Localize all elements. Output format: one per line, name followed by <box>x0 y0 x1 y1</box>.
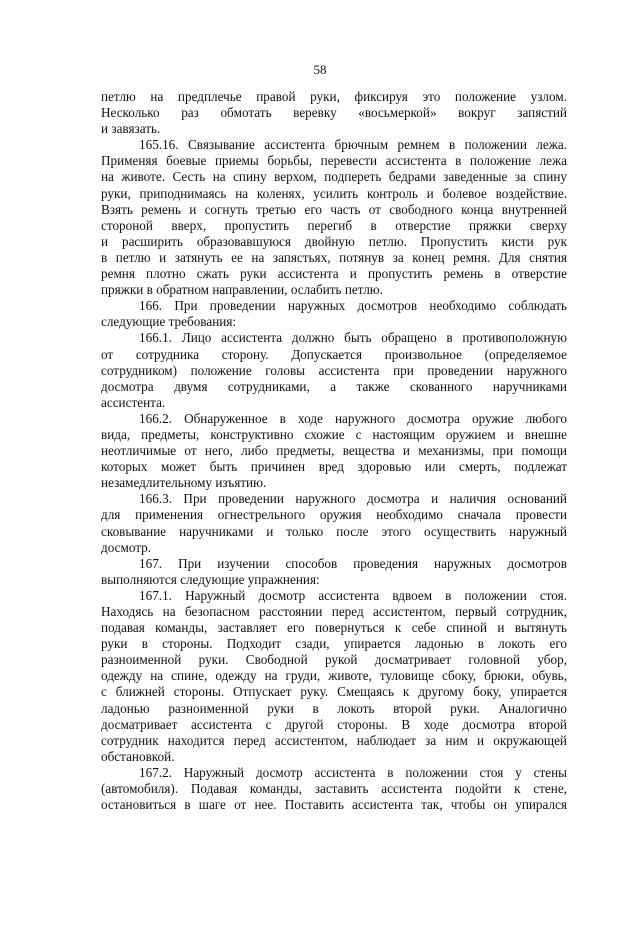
text-line: пряжки в обратном направлении, ослабить петлю. <box>101 282 383 298</box>
text-line: 166.1. Лицо ассистента должно быть обращено в противоположную <box>139 330 567 346</box>
text-line: выполняются следующие упражнения: <box>101 571 320 587</box>
text-line: досматривает ассистента с другой стороны. В ходе досмотра второй <box>101 716 567 732</box>
text-line: обстановкой. <box>101 748 175 764</box>
text-line: одежду на спине, одежду на груди, животе, туловище сбоку, брюки, обувь, <box>101 668 567 684</box>
text-line: незамедлительному изъятию. <box>101 475 267 491</box>
text-line: и расширить образовавшуюся двойную петлю. Пропустить кисти рук <box>101 233 567 249</box>
text-line: неотличимые от него, либо предметы, вещества и механизмы, при помощи <box>101 443 567 459</box>
text-line: Несколько раз обмотать веревку «восьмеркой» вокруг запястий <box>101 105 567 121</box>
text-line: разноименной руки. Свободной рукой досматривает головной убор, <box>101 652 567 668</box>
text-line: следующие требования: <box>101 314 237 330</box>
text-line: Применяя боевые приемы борьбы, перевести ассистента в положение лежа <box>101 153 567 169</box>
text-line: 165.16. Связывание ассистента брючным ремнем в положении лежа. <box>139 137 567 153</box>
text-line: петлю на предплечье правой руки, фиксируя это положение узлом. <box>101 89 567 104</box>
text-line: на животе. Сесть на спину верхом, подпереть бедрами заведенные за спину <box>101 169 567 185</box>
text-line: досмотра двумя сотрудниками, а также скованного наручниками <box>101 378 567 394</box>
text-line: от сотрудника сторону. Допускается произвольное (определяемое <box>101 346 567 362</box>
text-line: сотрудник находится перед ассистентом, наблюдает за ним и окружающей <box>101 732 567 748</box>
text-line: ремня плотно сжать руки ассистента и пропустить ремень в отверстие <box>101 266 567 282</box>
text-line: для применения огнестрельного оружия необходимо сначала провести <box>101 507 567 523</box>
text-line: 166.2. Обнаруженное в ходе наружного досмотра оружие любого <box>139 410 567 426</box>
text-line: сотрудником) положение головы ассистента при проведении наружного <box>101 362 567 378</box>
page-number: 58 <box>313 62 327 77</box>
text-line: с ближней стороны. Отпускает руку. Смещаясь к другому боку, упирается <box>101 684 567 700</box>
body-text <box>101 89 567 813</box>
text-line: сковывание наручниками и только после этого осуществить наружный <box>101 523 567 539</box>
text-line: досмотр. <box>101 539 152 555</box>
text-line: (автомобиля). Подавая команды, заставить ассистента подойти к стене, <box>101 781 567 797</box>
text-line: ладонью разноименной руки в локоть второй руки. Аналогично <box>101 700 567 716</box>
text-line: в петлю и затянуть ее на запястьях, потянув за конец ремня. Для снятия <box>101 249 567 265</box>
text-line: Находясь на безопасном расстоянии перед ассистентом, первый сотрудник, <box>101 604 567 619</box>
text-line: руки в стороны. Подходит сзади, упирается ладонью в локоть его <box>101 636 567 652</box>
text-line: Взять ремень и согнуть третью его часть от свободного конца внутренней <box>101 201 567 217</box>
text-line: 167. При изучении способов проведения наружных досмотров <box>139 555 567 571</box>
text-line: ассистента. <box>101 394 166 410</box>
text-line: руки, приподнимаясь на коленях, усилить контроль и болевое воздействие. <box>101 185 567 201</box>
text-line: остановиться в шаге от нее. Поставить ассистента так, чтобы он упирался <box>101 797 567 813</box>
text-line: которых может быть причинен вред здоровью или смерть, подлежат <box>101 459 567 475</box>
text-line: и завязать. <box>101 121 161 137</box>
text-line: подавая команды, заставляет его повернуться к себе спиной и вытянуть <box>101 620 567 636</box>
text-line: 166. При проведении наружных досмотров необходимо соблюдать <box>139 298 567 314</box>
text-line: 167.1. Наружный досмотр ассистента вдвоем в положении стоя. <box>139 587 567 603</box>
text-line: 167.2. Наружный досмотр ассистента в положении стоя у стены <box>139 764 567 780</box>
text-line: 166.3. При проведении наружного досмотра и наличия оснований <box>139 491 567 507</box>
text-line: стороной вверх, пропустить перегиб в отверстие пряжки сверху <box>101 217 567 233</box>
text-line: вида, предметы, конструктивно схожие с настоящим оружием и внешне <box>101 426 567 442</box>
